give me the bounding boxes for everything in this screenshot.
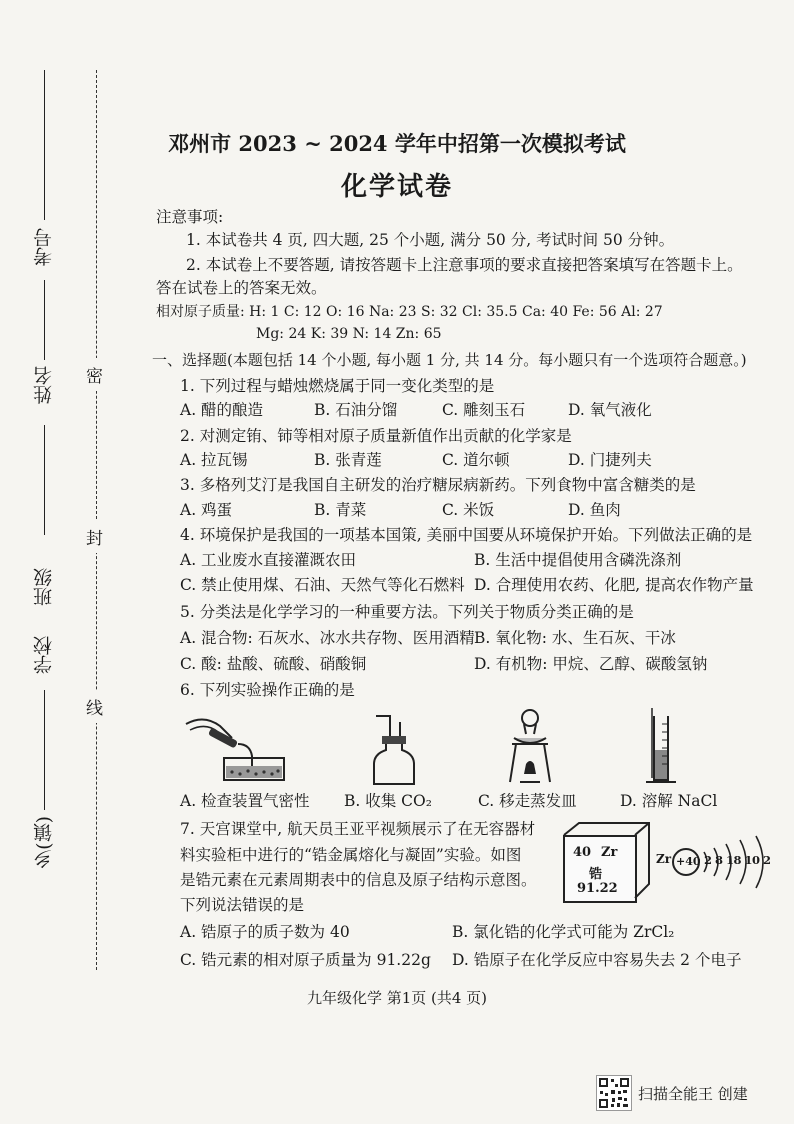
atom-symbol: Zr [656,852,672,866]
question-3-stem: 3. 多格列艾汀是我国自主研发的治疗糖尿病新药。下列食物中富含糖类的是 [180,476,696,494]
seal-mi: 密 [86,358,103,391]
q1-option-d: D. 氧气液化 [568,401,652,419]
school-label: 学校 [33,636,55,674]
element-symbol: Zr [601,845,618,860]
q1-option-a: A. 醋的酿造 [180,401,264,419]
q3-option-b: B. 青菜 [314,501,367,519]
exam-no-label: 考号 [33,228,55,266]
q5-option-b: B. 氧化物: 水、生石灰、干冰 [474,629,676,647]
question-7-line-3: 是锆元素在元素周期表中的信息及原子结构示意图。 [180,871,537,889]
q5-option-c: C. 酸: 盐酸、硫酸、硝酸铜 [180,655,367,673]
q1-option-b: B. 石油分馏 [314,401,398,419]
atomic-mass-line-2: Mg: 24 K: 39 N: 14 Zn: 65 [256,326,442,342]
binding-line [44,425,45,535]
q7-option-b: B. 氯化锆的化学式可能为 ZrCl₂ [452,923,675,941]
class-label: 班级 [33,568,55,606]
q6-option-b: B. 收集 CO₂ [344,792,432,810]
q2-option-d: D. 门捷列夫 [568,451,652,469]
question-6-stem: 6. 下列实验操作正确的是 [180,681,355,699]
binding-line [44,690,45,810]
q7-option-c: C. 锆元素的相对原子质量为 91.22g [180,951,431,969]
question-5-stem: 5. 分类法是化学学习的一种重要方法。下列关于物质分类正确的是 [180,603,634,621]
nucleus-charge: +40 [676,855,701,868]
cell-3d-edge [563,822,653,904]
atomic-number: 40 [573,845,592,860]
element-name: 锆 [589,867,603,882]
q2-option-a: A. 拉瓦锡 [180,451,248,469]
question-7-line-2: 料实验柜中进行的“锆金属熔化与凝固”实验。如图 [180,846,522,864]
question-7-line-1: 7. 天宫课堂中, 航天员王亚平视频展示了在无容器材 [180,820,536,838]
relative-atomic-mass: 91.22 [577,881,618,896]
section-heading: 一、选择题(本题包括 14 个小题, 每小题 1 分, 共 14 分。每小题只有一个选项符合题意。) [152,351,747,369]
q7-option-a: A. 锆原子的质子数为 40 [180,923,350,941]
question-4-stem: 4. 环境保护是我国的一项基本国策, 美丽中国要从环境保护开始。下列做法正确的是 [180,526,753,544]
q4-option-a: A. 工业废水直接灌溉农田 [180,551,357,569]
q3-option-c: C. 米饭 [442,501,495,519]
q6-option-c: C. 移走蒸发皿 [478,792,577,810]
q4-option-b: B. 生活中提倡使用含磷洗涤剂 [474,551,682,569]
figure-dissolve-nacl [640,706,680,786]
figure-collect-co2 [364,710,424,786]
q4-option-c: C. 禁止使用煤、石油、天然气等化石燃料 [180,576,465,594]
q3-option-d: D. 鱼肉 [568,501,621,519]
q4-option-d: D. 合理使用农药、化肥, 提高农作物产量 [474,576,754,594]
question-1-stem: 1. 下列过程与蜡烛燃烧属于同一变化类型的是 [180,377,495,395]
q3-option-a: A. 鸡蛋 [180,501,233,519]
binding-line [44,280,45,360]
seal-xian: 线 [86,690,103,723]
q2-option-b: B. 张青莲 [314,451,382,469]
note-2: 2. 本试卷上不要答题, 请按答题卡上注意事项的要求直接把答案填写在答题卡上。 [186,256,743,274]
atomic-mass-line-1: 相对原子质量: H: 1 C: 12 O: 16 Na: 23 S: 32 Cl: 35.5 Ca: 40 Fe: 56 Al: 27 [156,304,663,320]
q7-option-d: D. 锆原子在化学反应中容易失去 2 个电子 [452,951,742,969]
question-7-line-4: 下列说法错误的是 [180,896,305,914]
town-label: 乡(镇) [33,816,55,869]
q5-option-d: D. 有机物: 甲烷、乙醇、碳酸氢钠 [474,655,708,673]
q2-option-c: C. 道尔顿 [442,451,510,469]
q6-option-a: A. 检查装置气密性 [180,792,310,810]
exam-subtitle: 化学试卷 [340,172,453,202]
qr-code-icon [596,1075,632,1111]
q6-option-d: D. 溶解 NaCl [620,792,718,810]
electron-shells: 2 8 18 10 2 [704,853,771,867]
exam-title: 邓州市 2023 ~ 2024 学年中招第一次模拟考试 [168,131,626,156]
name-label: 姓名 [33,366,55,404]
scanner-watermark: 扫描全能王 创建 [638,1085,748,1103]
note-2-cont: 答在试卷上的答案无效。 [156,279,327,297]
figure-airtightness-check [180,708,290,784]
q5-option-a: A. 混合物: 石灰水、冰水共存物、医用酒精 [180,629,475,647]
page-footer: 九年级化学 第1页 (共4 页) [306,989,488,1007]
seal-feng: 封 [86,520,103,553]
note-1: 1. 本试卷共 4 页, 四大题, 25 个小题, 满分 50 分, 考试时间 50 分钟。 [186,231,675,249]
notes-heading: 注意事项: [156,208,224,226]
figure-evaporating-dish [502,708,558,784]
question-2-stem: 2. 对测定铕、铈等相对原子质量新值作出贡献的化学家是 [180,427,572,445]
q1-option-c: C. 雕刻玉石 [442,401,526,419]
